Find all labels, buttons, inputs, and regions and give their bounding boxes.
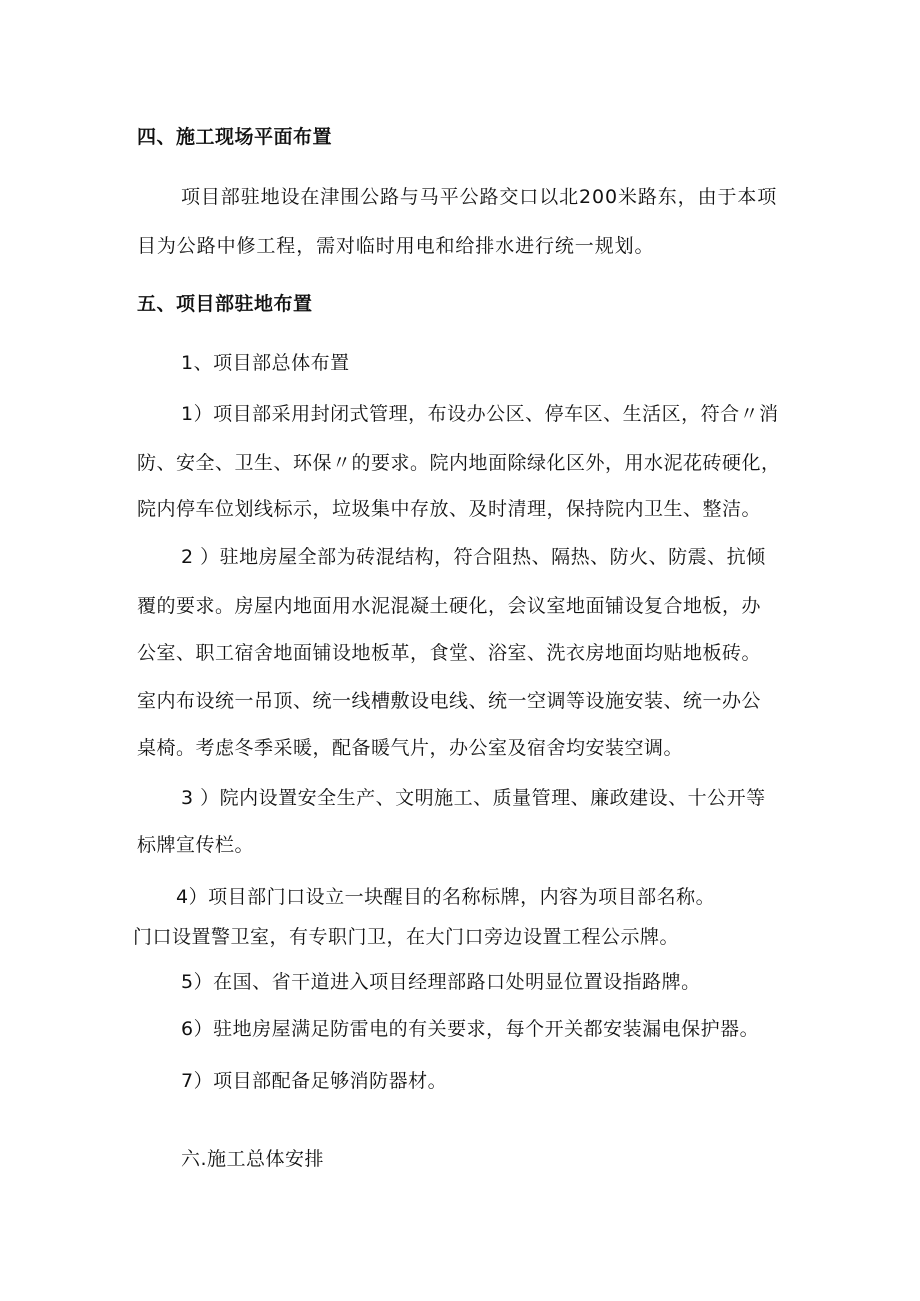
section-5-heading: 五、项目部驻地布置 (137, 293, 313, 315)
item-2-line: 室内布设统一吊顶、统一线槽敷设电线、统一空调等设施安装、统一办公 (137, 690, 762, 712)
item-1-line: 防、安全、卫生、环保〃的要求。院内地面除绿化区外，用水泥花砖硬化， (137, 452, 781, 474)
item-4-line: 门口设置警卫室，有专职门卫，在大门口旁边设置工程公示牌。 (133, 926, 680, 948)
section-4-heading: 四、施工现场平面布置 (137, 126, 333, 148)
item-2-line: 2 ）驻地房屋全部为砖混结构，符合阻热、隔热、防火、防震、抗倾 (181, 546, 766, 568)
section-4-paragraph-line: 目为公路中修工程，需对临时用电和给排水进行统一规划。 (137, 235, 655, 257)
item-7-line: 7）项目部配备足够消防器材。 (181, 1070, 448, 1092)
item-2-line: 覆的要求。房屋内地面用水泥混凝土硬化，会议室地面铺设复合地板，办 (137, 595, 762, 617)
section-4-paragraph-line: 项目部驻地设在津围公路与马平公路交口以北200米路东，由于本项 (181, 186, 778, 208)
item-2-line: 桌椅。考虑冬季采暖，配备暖气片，办公室及宿舍均安装空调。 (137, 737, 684, 759)
item-6-line: 6）驻地房屋满足防雷电的有关要求，每个开关都安装漏电保护器。 (181, 1018, 760, 1040)
item-3-line: 标牌宣传栏。 (137, 834, 255, 856)
item-1-line: 院内停车位划线标示，垃圾集中存放、及时清理，保持院内卫生、整洁。 (137, 498, 762, 520)
item-4-line: 4）项目部门口设立一块醒目的名称标牌，内容为项目部名称。 (176, 886, 716, 908)
section-5-subheading: 1、项目部总体布置 (181, 352, 350, 374)
item-1-line: 1）项目部采用封闭式管理，布设办公区、停车区、生活区，符合〃消 (181, 403, 779, 425)
section-6-heading: 六.施工总体安排 (181, 1148, 325, 1170)
item-2-line: 公室、职工宿舍地面铺设地板革，食堂、浴室、洗衣房地面均贴地板砖。 (137, 642, 762, 664)
item-3-line: 3 ）院内设置安全生产、文明施工、质量管理、廉政建设、十公开等 (181, 787, 766, 809)
item-5-line: 5）在国、省干道进入项目经理部路口处明显位置设指路牌。 (181, 971, 701, 993)
